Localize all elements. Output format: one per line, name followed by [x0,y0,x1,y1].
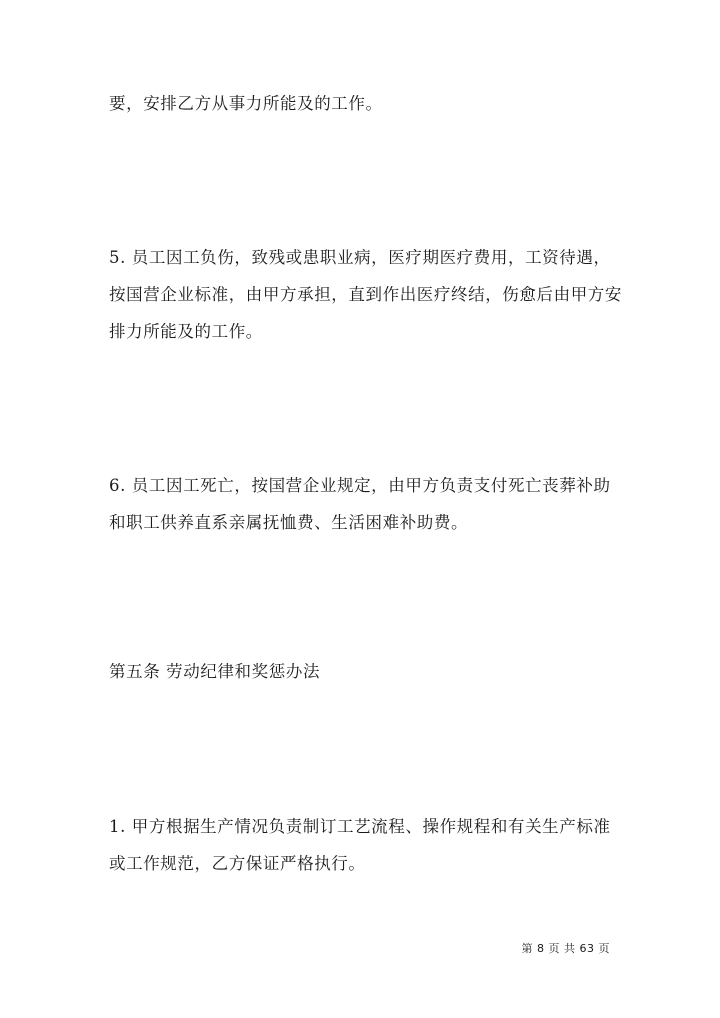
footer-suffix: 页 [598,942,610,955]
paragraph-line: 按国营企业标准，由甲方承担，直到作出医疗终结，伤愈后由甲方安 [109,285,622,304]
paragraph-line: 6. 员工因工死亡，按国营企业规定，由甲方负责支付死亡丧葬补助 [109,476,611,495]
paragraph-line: 5. 员工因工负伤，致残或患职业病，医疗期医疗费用，工资待遇， [109,248,611,267]
paragraph-line: 和职工供养直系亲属抚恤费、生活困难补助费。 [109,513,469,532]
page-footer [522,942,611,956]
section-heading: 第五条 劳动纪律和奖惩办法 [109,662,321,681]
paragraph-line: 或工作规范，乙方保证严格执行。 [109,854,366,873]
footer-middle: 页 共 [548,942,576,955]
total-pages-number: 63 [579,942,595,955]
current-page-number: 8 [537,942,545,955]
paragraph-line: 1. 甲方根据生产情况负责制订工艺流程、操作规程和有关生产标准 [109,817,611,836]
paragraph-line: 排力所能及的工作。 [109,322,263,341]
footer-prefix: 第 [521,942,533,955]
paragraph-line: 要，安排乙方从事力所能及的工作。 [109,94,383,113]
